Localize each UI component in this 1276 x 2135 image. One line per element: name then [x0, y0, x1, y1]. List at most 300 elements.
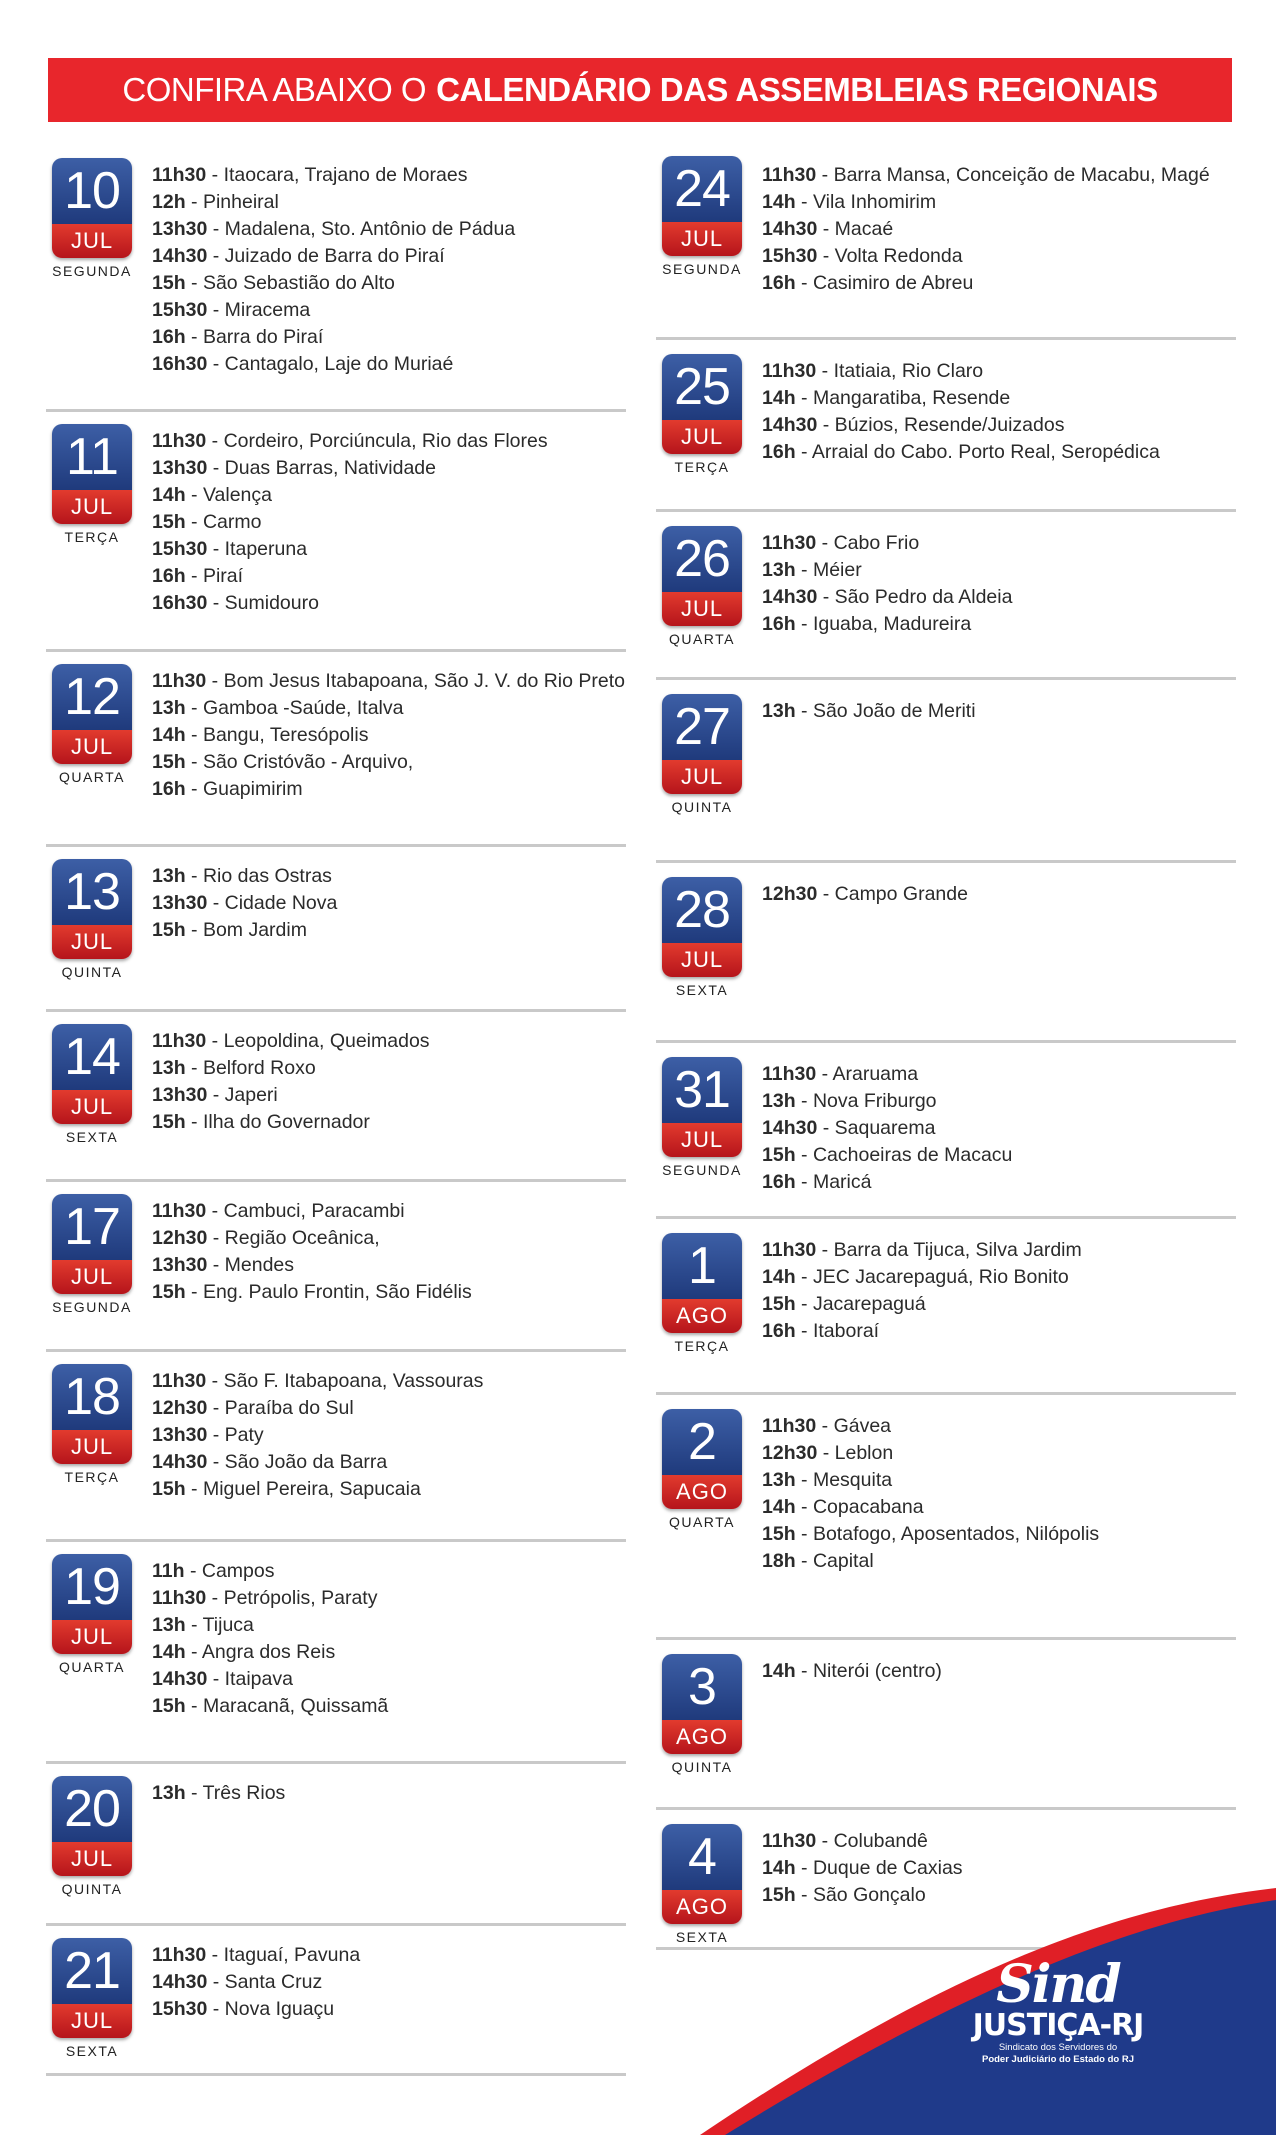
session-place: São Sebastião do Alto: [202, 272, 395, 294]
session-place: Barra Mansa, Conceição de Macabu, Magé: [833, 164, 1210, 186]
day-number: 28: [662, 877, 742, 943]
session-place: Guapimirim: [202, 778, 303, 800]
session-separator: -: [817, 1117, 835, 1139]
weekday-label: SEGUNDA: [662, 1162, 742, 1178]
session-separator: -: [207, 1397, 225, 1419]
session-time: 15h: [152, 272, 186, 294]
session-place: Paty: [224, 1424, 264, 1446]
month-label: JUL: [52, 1842, 132, 1876]
session-place: Mendes: [224, 1254, 295, 1276]
month-label: JUL: [52, 1090, 132, 1124]
session-time: 14h: [762, 191, 796, 213]
session-separator: -: [206, 1370, 224, 1392]
session-separator: -: [795, 1320, 813, 1342]
session-place: Jacarepaguá: [812, 1293, 926, 1315]
session-time: 14h30: [152, 1971, 208, 1993]
session-separator: -: [207, 457, 225, 479]
session-time: 16h: [152, 565, 186, 587]
session-place: Araruama: [832, 1063, 919, 1085]
weekday-label: QUARTA: [668, 631, 736, 647]
session-time: 11h30: [152, 670, 207, 692]
day-number: 24: [662, 156, 742, 222]
session-time: 13h: [762, 1469, 796, 1491]
session-separator: -: [185, 1111, 203, 1133]
session-place: Cantagalo, Laje do Muriaé: [224, 353, 454, 375]
session-place: Eng. Paulo Frontin, São Fidélis: [202, 1281, 472, 1303]
session-place: Niterói (centro): [812, 1660, 942, 1682]
session-place: Saquarema: [834, 1117, 936, 1139]
session-separator: -: [795, 1090, 813, 1112]
session-separator: -: [207, 1254, 225, 1276]
day-number: 31: [662, 1057, 742, 1123]
session-place: Gávea: [833, 1415, 892, 1437]
session-time: 11h: [152, 1560, 185, 1582]
session-time: 15h: [762, 1293, 796, 1315]
session-separator: -: [795, 1171, 813, 1193]
session-separator: -: [207, 299, 225, 321]
weekday-label: QUINTA: [671, 799, 733, 815]
month-label: JUL: [52, 925, 132, 959]
session-separator: -: [817, 245, 835, 267]
day-number: 14: [52, 1024, 132, 1090]
session-separator: -: [206, 670, 224, 692]
session-separator: -: [795, 1293, 813, 1315]
session-separator: -: [185, 272, 203, 294]
day-number: 25: [662, 354, 742, 420]
session-time: 16h: [762, 1171, 796, 1193]
session-place: Paraíba do Sul: [224, 1397, 354, 1419]
session-time: 16h: [152, 778, 186, 800]
session-time: 16h: [762, 613, 796, 635]
session-time: 11h30: [152, 430, 207, 452]
session-time: 13h30: [152, 218, 208, 240]
weekday-label: TERÇA: [64, 529, 120, 545]
session-time: 16h: [762, 441, 796, 463]
day-number: 26: [662, 526, 742, 592]
month-label: AGO: [662, 1299, 742, 1333]
session-separator: -: [207, 1971, 225, 1993]
session-time: 14h30: [762, 1117, 818, 1139]
session-place: Madalena, Sto. Antônio de Pádua: [224, 218, 516, 240]
day-number: 20: [52, 1776, 132, 1842]
session-time: 13h: [762, 700, 796, 722]
session-place: Petrópolis, Paraty: [223, 1587, 378, 1609]
logo-subtitle-1: Sindicato dos Servidores do: [998, 2042, 1118, 2053]
weekday-label: QUARTA: [58, 769, 126, 785]
session-separator: -: [206, 1030, 224, 1052]
session-place: Mesquita: [812, 1469, 893, 1491]
session-time: 14h30: [152, 1668, 208, 1690]
session-separator: -: [185, 1057, 203, 1079]
month-label: AGO: [662, 1475, 742, 1509]
session-place: Itatiaia, Rio Claro: [833, 360, 984, 382]
month-label: AGO: [662, 1720, 742, 1754]
session-separator: -: [795, 1469, 813, 1491]
session-place: Volta Redonda: [834, 245, 963, 267]
session-place: Rio das Ostras: [202, 865, 332, 887]
session-time: 14h30: [152, 245, 208, 267]
session-place: Cidade Nova: [224, 892, 338, 914]
session-separator: -: [817, 883, 835, 905]
session-separator: -: [185, 1695, 203, 1717]
sind-justica-logo: [968, 1954, 1148, 2066]
session-time: 11h30: [762, 532, 817, 554]
session-separator: -: [206, 164, 224, 186]
session-place: São João da Barra: [224, 1451, 388, 1473]
session-time: 14h: [762, 1857, 796, 1879]
session-separator: -: [207, 892, 225, 914]
session-time: 11h30: [152, 164, 207, 186]
session-separator: -: [185, 1614, 203, 1636]
month-label: JUL: [662, 760, 742, 794]
session-separator: -: [207, 1668, 225, 1690]
session-time: 15h: [152, 1478, 186, 1500]
session-separator: -: [185, 326, 203, 348]
session-separator: -: [207, 1451, 225, 1473]
weekday-label: SEXTA: [65, 2043, 119, 2059]
session-time: 11h30: [152, 1370, 207, 1392]
session-time: 12h30: [762, 883, 818, 905]
session-place: Belford Roxo: [202, 1057, 316, 1079]
session-time: 15h: [152, 1111, 186, 1133]
session-separator: -: [185, 1478, 203, 1500]
weekday-label: QUARTA: [668, 1514, 736, 1530]
month-label: JUL: [52, 2004, 132, 2038]
session-separator: -: [185, 511, 203, 533]
day-number: 12: [52, 664, 132, 730]
session-time: 15h30: [152, 299, 208, 321]
session-place: Cordeiro, Porciúncula, Rio das Flores: [223, 430, 548, 452]
session-time: 15h: [152, 751, 186, 773]
session-separator: -: [185, 191, 203, 213]
weekday-label: SEGUNDA: [52, 1299, 132, 1315]
session-time: 13h: [762, 1090, 796, 1112]
session-time: 14h30: [762, 414, 818, 436]
session-place: Méier: [812, 559, 862, 581]
session-time: 16h30: [152, 592, 208, 614]
weekday-label: TERÇA: [64, 1469, 120, 1485]
session-separator: -: [185, 484, 203, 506]
session-separator: -: [816, 1830, 834, 1852]
session-place: Colubandê: [833, 1830, 928, 1852]
weekday-label: SEXTA: [675, 982, 729, 998]
day-number: 19: [52, 1554, 132, 1620]
session-place: Campos: [201, 1560, 275, 1582]
session-separator: -: [795, 700, 813, 722]
session-place: Gamboa -Saúde, Italva: [202, 697, 404, 719]
month-label: JUL: [662, 222, 742, 256]
session-separator: -: [795, 1550, 813, 1572]
session-separator: -: [207, 538, 225, 560]
day-number: 21: [52, 1938, 132, 2004]
session-separator: -: [206, 1944, 224, 1966]
session-time: 11h30: [152, 1200, 207, 1222]
session-time: 12h: [152, 191, 186, 213]
session-place: Cabo Frio: [833, 532, 920, 554]
session-time: 11h30: [762, 1830, 817, 1852]
session-place: Pinheiral: [202, 191, 279, 213]
session-place: Capital: [812, 1550, 874, 1572]
weekday-label: TERÇA: [674, 1338, 730, 1354]
session-place: Casimiro de Abreu: [812, 272, 974, 294]
day-number: 18: [52, 1364, 132, 1430]
session-place: Região Oceânica,: [224, 1227, 380, 1249]
session-place: Itaipava: [224, 1668, 293, 1690]
session-time: 12h30: [152, 1397, 208, 1419]
month-label: JUL: [662, 1123, 742, 1157]
session-separator: -: [816, 1415, 834, 1437]
session-separator: -: [795, 613, 813, 635]
session-time: 11h30: [152, 1944, 207, 1966]
session-time: 15h: [762, 1523, 796, 1545]
session-time: 14h: [762, 1496, 796, 1518]
session-time: 14h: [762, 1660, 796, 1682]
session-time: 13h: [762, 559, 796, 581]
session-time: 13h30: [152, 1254, 208, 1276]
month-label: JUL: [662, 420, 742, 454]
session-separator: -: [795, 1660, 813, 1682]
banner-light-text: CONFIRA ABAIXO O: [122, 71, 427, 108]
session-place: Cambuci, Paracambi: [223, 1200, 405, 1222]
session-place: Cachoeiras de Macacu: [812, 1144, 1013, 1166]
session-place: Itaboraí: [812, 1320, 880, 1342]
month-label: JUL: [52, 1430, 132, 1464]
session-separator: -: [185, 1281, 203, 1303]
session-place: Bangu, Teresópolis: [202, 724, 369, 746]
session-time: 13h30: [152, 892, 208, 914]
session-time: 11h30: [762, 360, 817, 382]
session-time: 14h: [762, 1266, 796, 1288]
session-place: Juizado de Barra do Piraí: [224, 245, 445, 267]
session-separator: -: [795, 441, 812, 463]
session-separator: -: [207, 1084, 225, 1106]
session-place: Iguaba, Madureira: [812, 613, 972, 635]
session-time: 11h30: [762, 1415, 817, 1437]
session-separator: -: [795, 559, 813, 581]
session-separator: -: [795, 1523, 813, 1545]
session-place: Santa Cruz: [224, 1971, 323, 1993]
session-place: Itaguaí, Pavuna: [223, 1944, 361, 1966]
session-separator: -: [816, 1239, 834, 1261]
session-place: Arraial do Cabo. Porto Real, Seropédica: [811, 441, 1160, 463]
session-place: Barra do Piraí: [202, 326, 324, 348]
session-place: Vila Inhomirim: [812, 191, 937, 213]
session-place: Valença: [202, 484, 272, 506]
session-separator: -: [795, 191, 813, 213]
session-time: 15h: [152, 511, 186, 533]
session-time: 15h: [152, 919, 186, 941]
session-separator: -: [185, 565, 203, 587]
weekday-label: QUINTA: [671, 1759, 733, 1775]
session-time: 14h30: [762, 586, 818, 608]
weekday-label: SEXTA: [65, 1129, 119, 1145]
session-separator: -: [207, 592, 225, 614]
session-separator: -: [185, 1641, 202, 1663]
session-time: 14h: [152, 1641, 186, 1663]
weekday-label: QUINTA: [61, 1881, 123, 1897]
session-time: 11h30: [762, 1063, 817, 1085]
session-separator: -: [816, 532, 834, 554]
session-time: 15h: [152, 1281, 186, 1303]
weekday-label: SEXTA: [675, 1929, 729, 1945]
session-time: 16h: [762, 1320, 796, 1342]
session-separator: -: [206, 430, 224, 452]
session-separator: -: [185, 865, 203, 887]
session-place: Botafogo, Aposentados, Nilópolis: [812, 1523, 1100, 1545]
weekday-label: QUARTA: [58, 1659, 126, 1675]
session-time: 11h30: [762, 164, 817, 186]
session-place: Carmo: [202, 511, 262, 533]
session-separator: -: [816, 1063, 833, 1085]
session-place: Duas Barras, Natividade: [224, 457, 436, 479]
session-place: São João de Meriti: [812, 700, 976, 722]
session-time: 13h30: [152, 1424, 208, 1446]
session-place: São Pedro da Aldeia: [834, 586, 1013, 608]
session-separator: -: [206, 1587, 224, 1609]
session-place: Piraí: [202, 565, 244, 587]
session-place: Japeri: [224, 1084, 278, 1106]
session-time: 12h30: [762, 1442, 818, 1464]
session-separator: -: [795, 1884, 813, 1906]
session-place: Duque de Caxias: [812, 1857, 963, 1879]
session-separator: -: [207, 353, 225, 375]
session-place: Nova Friburgo: [812, 1090, 937, 1112]
session-separator: -: [795, 1496, 813, 1518]
session-time: 15h30: [152, 1998, 208, 2020]
session-place: Itaocara, Trajano de Moraes: [223, 164, 468, 186]
session-separator: -: [817, 1442, 835, 1464]
session-time: 14h30: [152, 1451, 208, 1473]
session-separator: -: [207, 245, 225, 267]
month-label: JUL: [52, 224, 132, 258]
session-separator: -: [817, 414, 835, 436]
session-place: Nova Iguaçu: [224, 1998, 335, 2020]
session-separator: -: [817, 586, 835, 608]
session-place: Campo Grande: [834, 883, 968, 905]
session-separator: -: [207, 1227, 225, 1249]
session-place: Maracanã, Quissamã: [202, 1695, 389, 1717]
session-separator: -: [184, 1560, 202, 1582]
session-separator: -: [816, 360, 834, 382]
month-label: JUL: [52, 730, 132, 764]
month-label: JUL: [52, 1260, 132, 1294]
session-place: Maricá: [812, 1171, 872, 1193]
session-time: 13h: [152, 1057, 186, 1079]
session-separator: -: [795, 272, 813, 294]
session-place: São F. Itabapoana, Vassouras: [223, 1370, 484, 1392]
session-separator: -: [185, 751, 203, 773]
session-time: 16h30: [152, 353, 208, 375]
session-place: Miracema: [224, 299, 311, 321]
session-time: 15h30: [152, 538, 208, 560]
session-time: 14h: [152, 724, 186, 746]
session-separator: -: [185, 724, 203, 746]
day-number: 3: [662, 1654, 742, 1720]
day-number: 17: [52, 1194, 132, 1260]
session-time: 14h30: [762, 218, 818, 240]
session-time: 14h: [762, 387, 796, 409]
session-separator: -: [185, 1782, 203, 1804]
month-label: JUL: [662, 943, 742, 977]
session-place: São Cristóvão - Arquivo,: [202, 751, 414, 773]
session-place: Ilha do Governador: [202, 1111, 370, 1133]
session-time: 13h: [152, 865, 186, 887]
session-place: Bom Jesus Itabapoana, São J. V. do Rio Preto: [223, 670, 626, 692]
session-time: 11h30: [152, 1030, 207, 1052]
session-time: 16h: [762, 272, 796, 294]
month-label: AGO: [662, 1890, 742, 1924]
session-place: Leopoldina, Queimados: [223, 1030, 430, 1052]
session-place: Angra dos Reis: [201, 1641, 336, 1663]
session-time: 12h30: [152, 1227, 208, 1249]
day-number: 4: [662, 1824, 742, 1890]
day-number: 27: [662, 694, 742, 760]
session-place: Mangaratiba, Resende: [812, 387, 1011, 409]
weekday-label: SEGUNDA: [662, 261, 742, 277]
session-time: 13h: [152, 1782, 186, 1804]
session-place: Tijuca: [202, 1614, 254, 1636]
session-place: Leblon: [834, 1442, 894, 1464]
session-time: 13h30: [152, 1084, 208, 1106]
session-time: 11h30: [152, 1587, 207, 1609]
day-number: 11: [52, 424, 132, 490]
session-separator: -: [207, 218, 225, 240]
session-time: 11h30: [762, 1239, 817, 1261]
session-time: 16h: [152, 326, 186, 348]
logo-justica-text: JUSTIÇA-RJ: [972, 2008, 1144, 2043]
logo-subtitle-2: Poder Judiciário do Estado do RJ: [981, 2054, 1135, 2065]
month-label: JUL: [662, 592, 742, 626]
session-separator: -: [185, 778, 203, 800]
session-separator: -: [207, 1998, 225, 2020]
session-separator: -: [207, 1424, 225, 1446]
banner-bold-text: CALENDÁRIO DAS ASSEMBLEIAS REGIONAIS: [436, 71, 1158, 108]
session-place: Copacabana: [812, 1496, 924, 1518]
session-separator: -: [795, 1266, 813, 1288]
session-place: Macaé: [834, 218, 894, 240]
session-place: Itaperuna: [224, 538, 308, 560]
session-time: 13h: [152, 697, 186, 719]
session-time: 15h30: [762, 245, 818, 267]
session-separator: -: [816, 164, 834, 186]
session-time: 13h30: [152, 457, 208, 479]
month-label: JUL: [52, 490, 132, 524]
session-place: Búzios, Resende/Juizados: [834, 414, 1065, 436]
month-label: JUL: [52, 1620, 132, 1654]
logo-sind-text: Sind: [996, 1954, 1120, 2015]
session-separator: -: [206, 1200, 224, 1222]
weekday-label: SEGUNDA: [52, 263, 132, 279]
session-time: 15h: [762, 1144, 796, 1166]
session-time: 18h: [762, 1550, 796, 1572]
session-separator: -: [185, 697, 203, 719]
session-place: São Gonçalo: [812, 1884, 926, 1906]
session-time: 13h: [152, 1614, 186, 1636]
day-number: 13: [52, 859, 132, 925]
session-separator: -: [795, 387, 813, 409]
day-number: 1: [662, 1233, 742, 1299]
weekday-label: TERÇA: [674, 459, 730, 475]
session-time: 15h: [152, 1695, 186, 1717]
session-place: Sumidouro: [224, 592, 319, 614]
weekday-label: QUINTA: [61, 964, 123, 980]
session-place: Barra da Tijuca, Silva Jardim: [833, 1239, 1082, 1261]
session-separator: -: [185, 919, 203, 941]
session-separator: -: [795, 1144, 813, 1166]
session-separator: -: [795, 1857, 813, 1879]
session-place: Bom Jardim: [202, 919, 307, 941]
session-time: 15h: [762, 1884, 796, 1906]
